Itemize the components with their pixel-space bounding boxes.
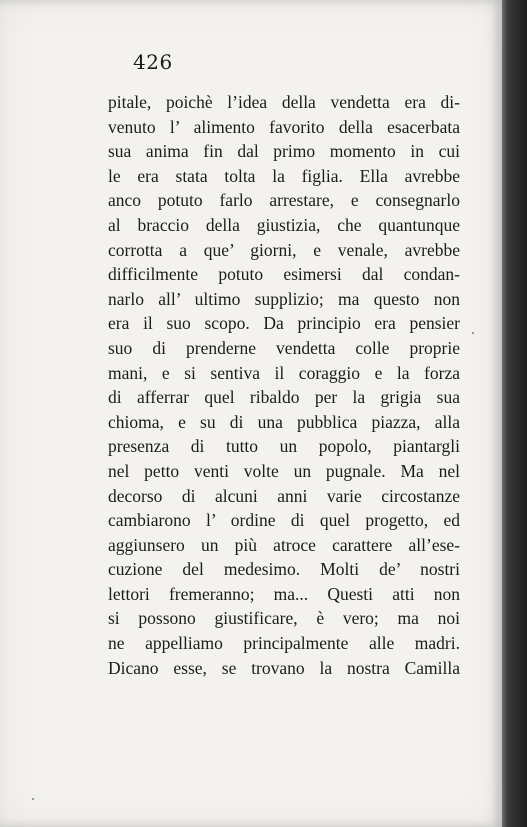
text-line: anco potuto farlo arrestare, e consegnarlo bbox=[108, 190, 460, 211]
text-line: cambiarono l’ ordine di quel progetto, ed bbox=[108, 510, 460, 531]
text-line: pitale, poichè l’idea della vendetta era di- bbox=[108, 92, 460, 112]
text-line: sua anima fin dal primo momento in cui bbox=[108, 141, 460, 162]
text-line: ne appelliamo principalmente alle madri. bbox=[108, 633, 460, 654]
text-line: lettori fremeranno; ma... Questi atti non bbox=[108, 583, 460, 604]
text-line: corrotta a que’ giorni, e venale, avrebbe bbox=[108, 239, 460, 260]
text-line: cuzione del medesimo. Molti de’ nostri bbox=[108, 559, 460, 580]
text-line: difficilmente potuto esimersi dal condan- bbox=[108, 264, 460, 285]
body-text bbox=[108, 90, 460, 680]
text-line: decorso di alcuni anni varie circostanze bbox=[108, 485, 460, 506]
text-line: suo di prenderne vendetta colle proprie bbox=[108, 337, 460, 358]
text-line: venuto l’ alimento favorito della esacerbata bbox=[108, 116, 460, 137]
text-line: Dicano esse, se trovano la nostra Camilla bbox=[108, 657, 460, 678]
text-line: era il suo scopo. Da principio era pensier bbox=[108, 313, 460, 334]
text-line: di afferrar quel ribaldo per la grigia sua bbox=[108, 387, 460, 408]
text-line: narlo all’ ultimo supplizio; ma questo non bbox=[108, 288, 460, 309]
paper-speck bbox=[472, 332, 474, 334]
text-line: al braccio della giustizia, che quantunque bbox=[108, 214, 460, 235]
text-line: nel petto venti volte un pugnale. Ma nel bbox=[108, 460, 460, 481]
page-edge-shadow bbox=[502, 0, 527, 827]
text-line: si possono giustificare, è vero; ma noi bbox=[108, 608, 460, 629]
text-line: aggiunsero un più atroce carattere all’ese- bbox=[108, 534, 460, 555]
page-number: 426 bbox=[133, 50, 173, 74]
text-line: chioma, e su di una pubblica piazza, alla bbox=[108, 411, 460, 432]
text-line: presenza di tutto un popolo, piantargli bbox=[108, 436, 460, 457]
paper-speck bbox=[32, 798, 34, 800]
text-line: mani, e si sentiva il coraggio e la forza bbox=[108, 362, 460, 383]
text-line: le era stata tolta la figlia. Ella avrebbe bbox=[108, 165, 460, 186]
